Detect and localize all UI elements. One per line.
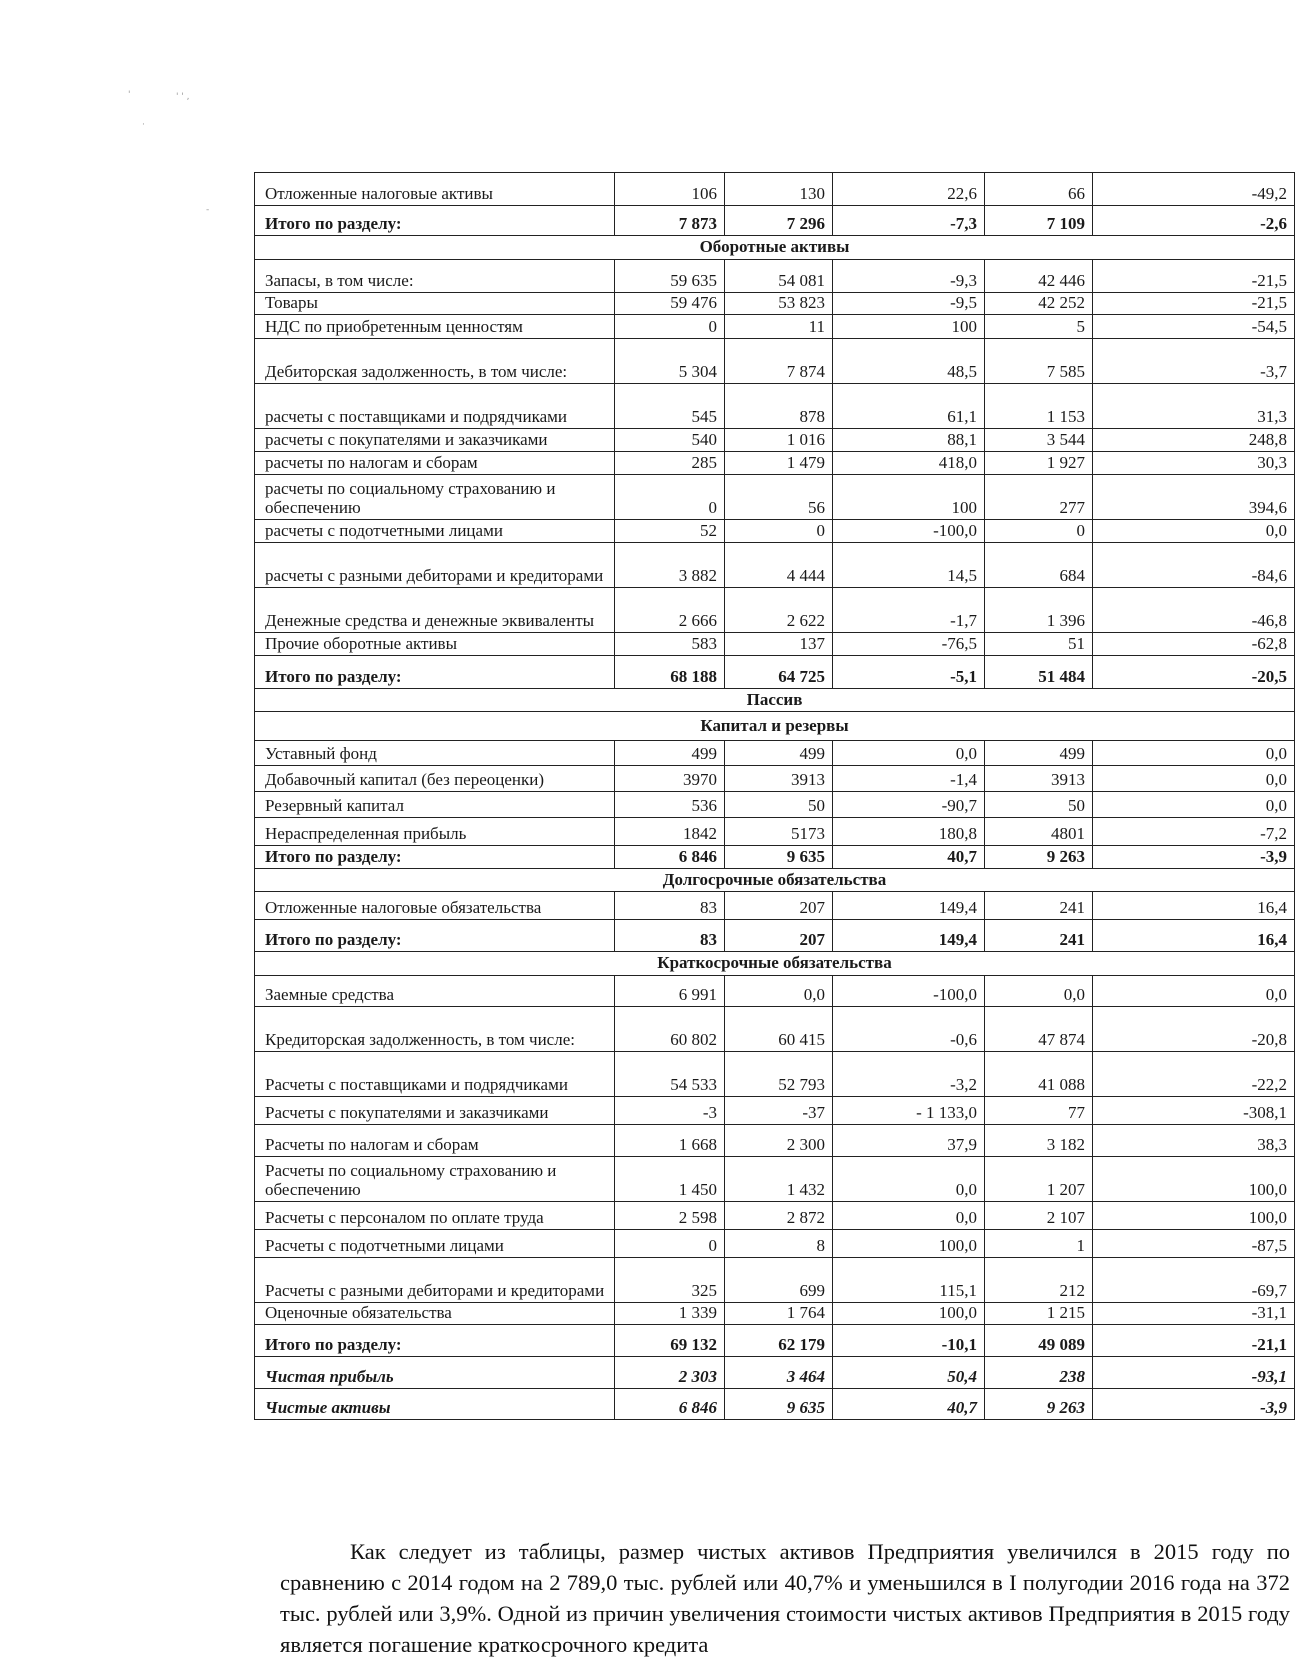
value-cell: 6 991: [615, 976, 725, 1007]
value-cell: 47 874: [985, 1007, 1093, 1052]
section-title: Капитал и резервы: [255, 712, 1295, 741]
value-cell: 3970: [615, 766, 725, 792]
value-cell: -3,9: [1093, 1389, 1295, 1420]
value-cell: 583: [615, 633, 725, 656]
value-cell: 536: [615, 792, 725, 818]
row-label: расчеты по социальному страхованию и обеспечению: [255, 475, 615, 520]
value-cell: 37,9: [833, 1125, 985, 1157]
value-cell: 1 016: [725, 429, 833, 452]
row-label: Расчеты с разными дебиторами и кредиторами: [255, 1258, 615, 1303]
row-label: Расчеты с подотчетными лицами: [255, 1230, 615, 1258]
paragraph-text: Как следует из таблицы, размер чистых активов Предприятия увеличился в 2015 году по сравнению с 2014 годом на 2 789,0 тыс. рублей или 40,7% и уменьшился в I полугодии 2016 года на 372 тыс. рублей или 3,9%. Одной из причин увеличения стоимости чистых активов Предприятия в 2015 году является погашение краткосрочного кредита: [280, 1539, 1290, 1657]
value-cell: 180,8: [833, 818, 985, 846]
value-cell: 5 304: [615, 339, 725, 384]
value-cell: 9 635: [725, 846, 833, 869]
table-row: [255, 173, 1295, 206]
value-cell: 3 182: [985, 1125, 1093, 1157]
value-cell: -84,6: [1093, 543, 1295, 588]
row-label: Отложенные налоговые активы: [255, 173, 615, 206]
value-cell: 0,0: [725, 976, 833, 1007]
value-cell: 50: [725, 792, 833, 818]
table-row: [255, 1258, 1295, 1303]
table-row: [255, 384, 1295, 429]
value-cell: 40,7: [833, 1389, 985, 1420]
value-cell: 5173: [725, 818, 833, 846]
value-cell: 1 927: [985, 452, 1093, 475]
row-label: Заемные средства: [255, 976, 615, 1007]
table-row: [255, 543, 1295, 588]
value-cell: 40,7: [833, 846, 985, 869]
value-cell: 7 873: [615, 206, 725, 236]
value-cell: 212: [985, 1258, 1093, 1303]
value-cell: 0,0: [1093, 741, 1295, 766]
value-cell: 238: [985, 1357, 1093, 1389]
value-cell: 22,6: [833, 173, 985, 206]
total-row: [255, 920, 1295, 952]
value-cell: -49,2: [1093, 173, 1295, 206]
table-row: [255, 588, 1295, 633]
value-cell: -21,1: [1093, 1325, 1295, 1357]
value-cell: -3,9: [1093, 846, 1295, 869]
value-cell: 8: [725, 1230, 833, 1258]
row-label: расчеты по налогам и сборам: [255, 452, 615, 475]
value-cell: 130: [725, 173, 833, 206]
value-cell: 31,3: [1093, 384, 1295, 429]
value-cell: 2 303: [615, 1357, 725, 1389]
value-cell: 0,0: [1093, 766, 1295, 792]
value-cell: 100,0: [833, 1230, 985, 1258]
value-cell: 88,1: [833, 429, 985, 452]
row-label: расчеты с покупателями и заказчиками: [255, 429, 615, 452]
value-cell: 207: [725, 920, 833, 952]
total-row: [255, 206, 1295, 236]
value-cell: 83: [615, 920, 725, 952]
value-cell: 60 802: [615, 1007, 725, 1052]
row-label: Уставный фонд: [255, 741, 615, 766]
table-row: [255, 1097, 1295, 1125]
row-label: Чистая прибыль: [255, 1357, 615, 1389]
value-cell: 62 179: [725, 1325, 833, 1357]
section-header-row: [255, 952, 1295, 976]
value-cell: -21,5: [1093, 293, 1295, 315]
row-label: Итого по разделу:: [255, 846, 615, 869]
value-cell: 9 263: [985, 846, 1093, 869]
table-row: [255, 475, 1295, 520]
body-paragraph: [280, 1536, 1290, 1660]
value-cell: -7,3: [833, 206, 985, 236]
value-cell: 499: [725, 741, 833, 766]
row-label: Запасы, в том числе:: [255, 260, 615, 293]
scan-speck: -: [206, 205, 210, 215]
value-cell: 248,8: [1093, 429, 1295, 452]
value-cell: 52 793: [725, 1052, 833, 1097]
value-cell: 149,4: [833, 892, 985, 920]
row-label: Расчеты с поставщиками и подрядчиками: [255, 1052, 615, 1097]
value-cell: 49 089: [985, 1325, 1093, 1357]
row-label: Чистые активы: [255, 1389, 615, 1420]
table-row: [255, 315, 1295, 339]
value-cell: 100,0: [1093, 1157, 1295, 1202]
section-header-row: [255, 712, 1295, 741]
value-cell: 1 396: [985, 588, 1093, 633]
value-cell: -54,5: [1093, 315, 1295, 339]
value-cell: 499: [985, 741, 1093, 766]
row-label: НДС по приобретенным ценностям: [255, 315, 615, 339]
value-cell: 0,0: [833, 1157, 985, 1202]
value-cell: 6 846: [615, 1389, 725, 1420]
value-cell: 1: [985, 1230, 1093, 1258]
value-cell: 149,4: [833, 920, 985, 952]
value-cell: 5: [985, 315, 1093, 339]
table-row: [255, 339, 1295, 384]
value-cell: 2 300: [725, 1125, 833, 1157]
value-cell: 0: [615, 315, 725, 339]
value-cell: -1,7: [833, 588, 985, 633]
value-cell: 48,5: [833, 339, 985, 384]
value-cell: -3: [615, 1097, 725, 1125]
value-cell: 2 666: [615, 588, 725, 633]
table-row: [255, 293, 1295, 315]
value-cell: -9,5: [833, 293, 985, 315]
value-cell: 0: [985, 520, 1093, 543]
table-row: [255, 1357, 1295, 1389]
value-cell: -62,8: [1093, 633, 1295, 656]
value-cell: 2 872: [725, 1202, 833, 1230]
row-label: Нераспределенная прибыль: [255, 818, 615, 846]
table-row: [255, 1157, 1295, 1202]
value-cell: 1 668: [615, 1125, 725, 1157]
value-cell: 38,3: [1093, 1125, 1295, 1157]
value-cell: 42 252: [985, 293, 1093, 315]
row-label: Итого по разделу:: [255, 920, 615, 952]
value-cell: -90,7: [833, 792, 985, 818]
value-cell: 83: [615, 892, 725, 920]
value-cell: -46,8: [1093, 588, 1295, 633]
value-cell: 50: [985, 792, 1093, 818]
row-label: Товары: [255, 293, 615, 315]
section-header-row: [255, 689, 1295, 712]
value-cell: 325: [615, 1258, 725, 1303]
value-cell: -1,4: [833, 766, 985, 792]
table-row: [255, 818, 1295, 846]
value-cell: 418,0: [833, 452, 985, 475]
value-cell: 68 188: [615, 656, 725, 689]
total-row: [255, 656, 1295, 689]
table-row: [255, 520, 1295, 543]
table-row: [255, 633, 1295, 656]
value-cell: - 1 133,0: [833, 1097, 985, 1125]
value-cell: 100: [833, 475, 985, 520]
row-label: Итого по разделу:: [255, 1325, 615, 1357]
value-cell: 59 476: [615, 293, 725, 315]
value-cell: -2,6: [1093, 206, 1295, 236]
table-row: [255, 1125, 1295, 1157]
section-title: Оборотные активы: [255, 236, 1295, 260]
table-row: [255, 892, 1295, 920]
value-cell: -0,6: [833, 1007, 985, 1052]
row-label: Расчеты по налогам и сборам: [255, 1125, 615, 1157]
table-row: [255, 1052, 1295, 1097]
value-cell: 2 598: [615, 1202, 725, 1230]
value-cell: 3 464: [725, 1357, 833, 1389]
value-cell: 1 339: [615, 1303, 725, 1325]
value-cell: 540: [615, 429, 725, 452]
value-cell: 9 263: [985, 1389, 1093, 1420]
table-row: [255, 260, 1295, 293]
value-cell: 1 764: [725, 1303, 833, 1325]
row-label: расчеты с поставщиками и подрядчиками: [255, 384, 615, 429]
row-label: Кредиторская задолженность, в том числе:: [255, 1007, 615, 1052]
value-cell: 7 109: [985, 206, 1093, 236]
row-label: Расчеты по социальному страхованию и обеспечению: [255, 1157, 615, 1202]
scan-speck: ': [128, 90, 131, 100]
value-cell: 7 874: [725, 339, 833, 384]
row-label: Итого по разделу:: [255, 656, 615, 689]
value-cell: 115,1: [833, 1258, 985, 1303]
value-cell: -20,5: [1093, 656, 1295, 689]
value-cell: 52: [615, 520, 725, 543]
value-cell: 1 450: [615, 1157, 725, 1202]
value-cell: -22,2: [1093, 1052, 1295, 1097]
value-cell: 207: [725, 892, 833, 920]
value-cell: 100,0: [833, 1303, 985, 1325]
table-row: [255, 741, 1295, 766]
value-cell: 699: [725, 1258, 833, 1303]
value-cell: 285: [615, 452, 725, 475]
value-cell: 56: [725, 475, 833, 520]
value-cell: 1 207: [985, 1157, 1093, 1202]
section-header-row: [255, 869, 1295, 892]
value-cell: 51: [985, 633, 1093, 656]
value-cell: -10,1: [833, 1325, 985, 1357]
value-cell: -21,5: [1093, 260, 1295, 293]
value-cell: -100,0: [833, 976, 985, 1007]
row-label: Расчеты с персоналом по оплате труда: [255, 1202, 615, 1230]
value-cell: 69 132: [615, 1325, 725, 1357]
value-cell: 3913: [985, 766, 1093, 792]
row-label: расчеты с разными дебиторами и кредиторами: [255, 543, 615, 588]
value-cell: 30,3: [1093, 452, 1295, 475]
value-cell: 137: [725, 633, 833, 656]
value-cell: -37: [725, 1097, 833, 1125]
value-cell: 0,0: [833, 1202, 985, 1230]
value-cell: -100,0: [833, 520, 985, 543]
scan-speck: ' ' ,: [176, 92, 190, 102]
value-cell: 1 432: [725, 1157, 833, 1202]
value-cell: 16,4: [1093, 920, 1295, 952]
value-cell: 277: [985, 475, 1093, 520]
value-cell: 0,0: [1093, 792, 1295, 818]
value-cell: 54 081: [725, 260, 833, 293]
table-row: [255, 766, 1295, 792]
value-cell: 50,4: [833, 1357, 985, 1389]
value-cell: 0,0: [1093, 976, 1295, 1007]
value-cell: 106: [615, 173, 725, 206]
table-row: [255, 976, 1295, 1007]
section-header-row: [255, 236, 1295, 260]
value-cell: 54 533: [615, 1052, 725, 1097]
value-cell: 2 107: [985, 1202, 1093, 1230]
value-cell: -7,2: [1093, 818, 1295, 846]
value-cell: 14,5: [833, 543, 985, 588]
value-cell: 0,0: [1093, 520, 1295, 543]
table-row: [255, 1007, 1295, 1052]
value-cell: 7 585: [985, 339, 1093, 384]
table-row: [255, 429, 1295, 452]
section-title: Пассив: [255, 689, 1295, 712]
value-cell: 60 415: [725, 1007, 833, 1052]
value-cell: 1 215: [985, 1303, 1093, 1325]
balance-table: [254, 172, 1295, 1420]
value-cell: -93,1: [1093, 1357, 1295, 1389]
section-title: Долгосрочные обязательства: [255, 869, 1295, 892]
value-cell: 100: [833, 315, 985, 339]
value-cell: 42 446: [985, 260, 1093, 293]
value-cell: -87,5: [1093, 1230, 1295, 1258]
value-cell: 241: [985, 920, 1093, 952]
value-cell: -5,1: [833, 656, 985, 689]
value-cell: 61,1: [833, 384, 985, 429]
value-cell: 41 088: [985, 1052, 1093, 1097]
row-label: Расчеты с покупателями и заказчиками: [255, 1097, 615, 1125]
total-row: [255, 846, 1295, 869]
value-cell: -308,1: [1093, 1097, 1295, 1125]
balance-table-container: [254, 172, 1287, 1488]
value-cell: 7 296: [725, 206, 833, 236]
value-cell: 16,4: [1093, 892, 1295, 920]
value-cell: 4801: [985, 818, 1093, 846]
scan-speck: ·: [142, 120, 145, 130]
table-row: [255, 1389, 1295, 1420]
value-cell: 77: [985, 1097, 1093, 1125]
value-cell: 241: [985, 892, 1093, 920]
value-cell: 100,0: [1093, 1202, 1295, 1230]
value-cell: -9,3: [833, 260, 985, 293]
value-cell: 11: [725, 315, 833, 339]
value-cell: 545: [615, 384, 725, 429]
total-row: [255, 1325, 1295, 1357]
value-cell: 4 444: [725, 543, 833, 588]
value-cell: 0,0: [985, 976, 1093, 1007]
value-cell: 684: [985, 543, 1093, 588]
value-cell: 1 479: [725, 452, 833, 475]
table-row: [255, 1303, 1295, 1325]
row-label: Отложенные налоговые обязательства: [255, 892, 615, 920]
table-row: [255, 452, 1295, 475]
value-cell: 6 846: [615, 846, 725, 869]
value-cell: 51 484: [985, 656, 1093, 689]
table-row: [255, 1202, 1295, 1230]
value-cell: 0: [615, 475, 725, 520]
table-row: [255, 1230, 1295, 1258]
row-label: Прочие оборотные активы: [255, 633, 615, 656]
row-label: Дебиторская задолженность, в том числе:: [255, 339, 615, 384]
value-cell: 3 882: [615, 543, 725, 588]
value-cell: 3 544: [985, 429, 1093, 452]
section-title: Краткосрочные обязательства: [255, 952, 1295, 976]
value-cell: 9 635: [725, 1389, 833, 1420]
row-label: Оценочные обязательства: [255, 1303, 615, 1325]
value-cell: 0: [725, 520, 833, 543]
value-cell: -3,2: [833, 1052, 985, 1097]
value-cell: 0,0: [833, 741, 985, 766]
value-cell: -31,1: [1093, 1303, 1295, 1325]
value-cell: -69,7: [1093, 1258, 1295, 1303]
row-label: Денежные средства и денежные эквиваленты: [255, 588, 615, 633]
value-cell: 394,6: [1093, 475, 1295, 520]
value-cell: 1 153: [985, 384, 1093, 429]
value-cell: 499: [615, 741, 725, 766]
value-cell: -3,7: [1093, 339, 1295, 384]
value-cell: 1842: [615, 818, 725, 846]
value-cell: 64 725: [725, 656, 833, 689]
value-cell: 59 635: [615, 260, 725, 293]
value-cell: 0: [615, 1230, 725, 1258]
value-cell: 3913: [725, 766, 833, 792]
value-cell: 2 622: [725, 588, 833, 633]
row-label: Добавочный капитал (без переоценки): [255, 766, 615, 792]
table-row: [255, 792, 1295, 818]
value-cell: 53 823: [725, 293, 833, 315]
row-label: расчеты с подотчетными лицами: [255, 520, 615, 543]
value-cell: -76,5: [833, 633, 985, 656]
value-cell: -20,8: [1093, 1007, 1295, 1052]
row-label: Итого по разделу:: [255, 206, 615, 236]
value-cell: 878: [725, 384, 833, 429]
row-label: Резервный капитал: [255, 792, 615, 818]
value-cell: 66: [985, 173, 1093, 206]
